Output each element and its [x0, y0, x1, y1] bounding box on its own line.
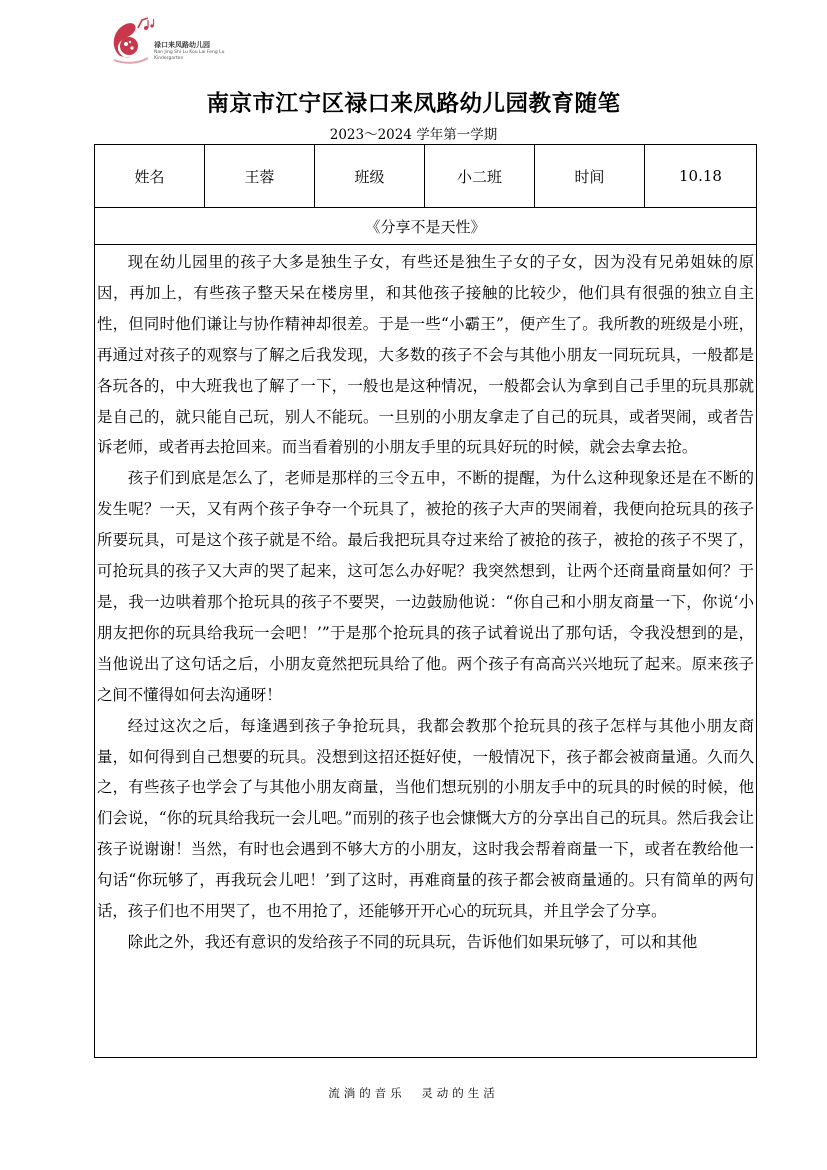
info-row	[95, 145, 757, 208]
time-label: 时间	[535, 145, 645, 208]
essay-table	[94, 144, 757, 1058]
document-title: 南京市江宁区禄口来凤路幼儿园教育随笔	[206, 91, 621, 117]
class-label: 班级	[315, 145, 425, 208]
paragraph: 经过这次之后，每逢遇到孩子争抢玩具，我都会教那个抢玩具的孩子怎样与其他小朋友商量，如何得到自己想要的玩具。没想到这招还挺好使，一般情况下，孩子都会被商量通。久而久之，有些孩子也学会了与其他小朋友商量，当他们想玩别的小朋友手中的玩具的时候的时候，他们会说，“你的玩具给我玩一会儿吧。”而别的孩子也会慷慨大方的分享出自己的玩具。然后我会让孩子说谢谢！当然，有时也会遇到不够大方的小朋友，这时我会帮着商量一下，或者在教给他一句话“你玩够了，再我玩会儿吧！’到了这时，再难商量的孩子都会被商量通的。只有简单的两句话，孩子们也不用哭了，也不用抢了，还能够开开心心的玩玩具，并且学会了分享。	[97, 716, 754, 921]
article-title: 《分享不是天性》	[95, 208, 757, 245]
name-label: 姓名	[95, 145, 205, 208]
paragraph: 孩子们到底是怎么了，老师是那样的三令五申，不断的提醒，为什么这种现象还是在不断的发生呢？一天，又有两个孩子争夺一个玩具了，被抢的孩子大声的哭闹着，我便向抢玩具的孩子所要玩具，可是这个孩子就是不给。最后我把玩具夺过来给了被抢的孩子，被抢的孩子不哭了，可抢玩具的孩子又大声的哭了起来，这可怎么办好呢？我突然想到，让两个还商量商量如何？于是，我一边哄着那个抢玩具的孩子不要哭，一边鼓励他说：“你自己和小朋友商量一下，你说‘小朋友把你的玩具给我玩一会吧！’”于是那个抢玩具的孩子试着说出了那句话，令我没想到的是，当他说出了这句话之后，小朋友竟然把玩具给了他。两个孩子有高高兴兴地玩了起来。原来孩子之间不懂得如何去沟通呀！	[97, 469, 754, 704]
logo-pinyin: Nan Jing Shi Lu Kou Lai Feng Lu Kindergarten	[154, 50, 225, 61]
body-row	[95, 245, 757, 1058]
topic-row	[95, 208, 757, 245]
paragraph: 现在幼儿园里的孩子大多是独生子女，有些还是独生子女的子女，因为没有兄弟姐妹的原因，再加上，有些孩子整天呆在楼房里，和其他孩子接触的比较少，他们具有很强的独立自主性，但同时他们谦让与协作精神却很差。于是一些“小霸王”，便产生了。我所教的班级是小班，再通过对孩子的观察与了解之后我发现，大多数的孩子不会与其他小朋友一同玩玩具，一般都是各玩各的，中大班我也了解了一下，一般也是这种情况，一般都会认为拿到自己手里的玩具那就是自己的，就只能自己玩，别人不能玩。一旦别的小朋友拿走了自己的玩具，或者哭闹，或者告诉老师，或者再去抢回来。而当看着别的小朋友手里的玩具好玩的时候，就会去拿去抢。	[97, 253, 754, 457]
class-value: 小二班	[425, 145, 535, 208]
kindergarten-logo	[108, 14, 228, 66]
article-body	[95, 245, 757, 1058]
kindergarten-logo-icon	[108, 14, 156, 66]
name-value: 王蓉	[205, 145, 315, 208]
logo-name: 禄口来凤路幼儿园	[154, 41, 210, 49]
time-value: 10.18	[645, 145, 757, 208]
footer-slogan: 流淌的音乐 灵动的生活	[328, 1086, 499, 1100]
term-label: 2023～2024 学年第一学期	[329, 127, 498, 143]
paragraph: 除此之外，我还有意识的发给孩子不同的玩具玩，告诉他们如果玩够了，可以和其他	[127, 932, 698, 951]
